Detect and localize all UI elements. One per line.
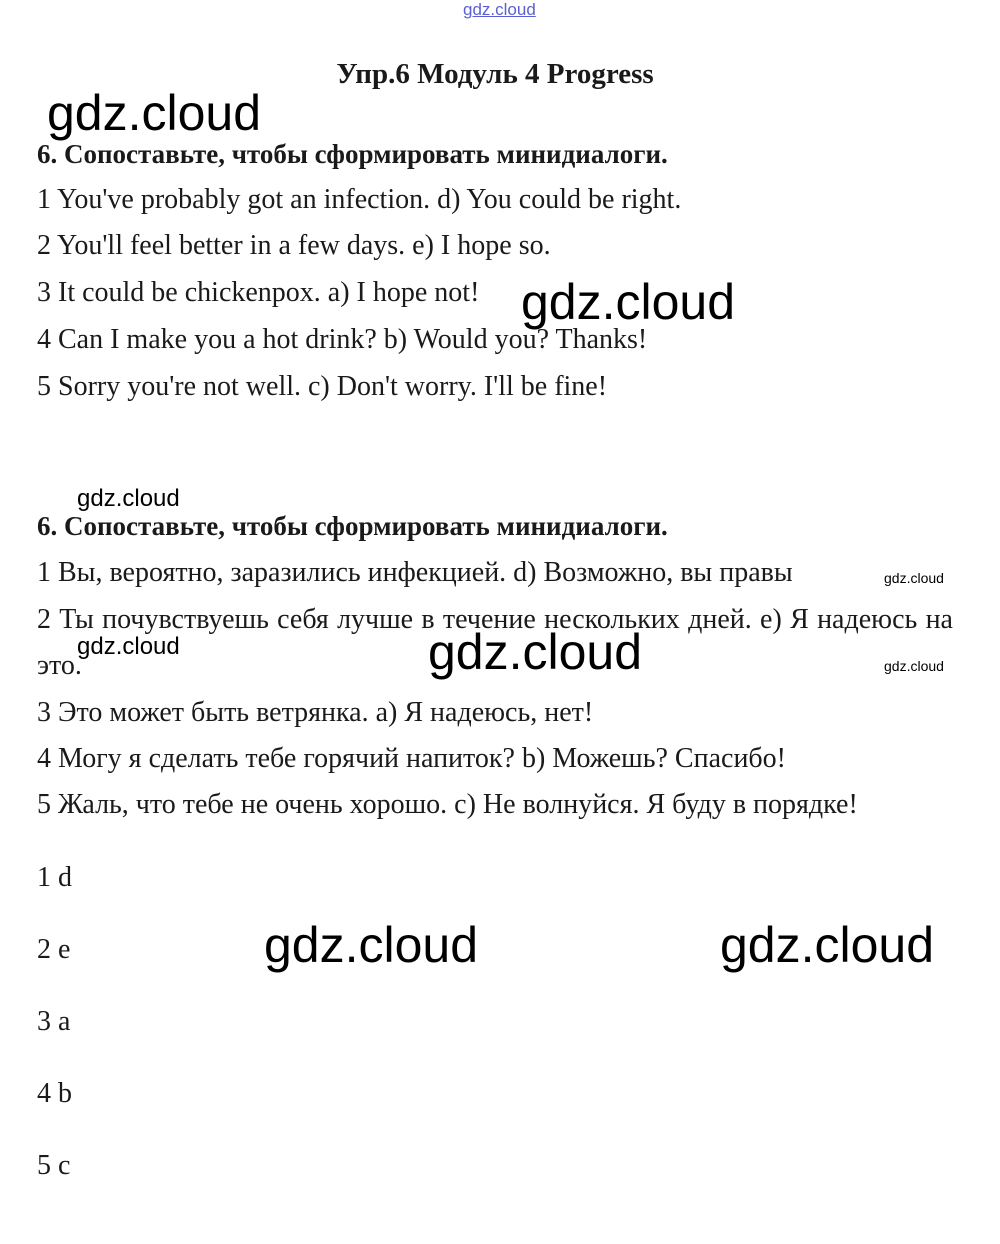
watermark-top-link[interactable]: gdz.cloud <box>463 0 536 19</box>
translation-line: 1 Вы, вероятно, заразились инфекцией. d) Возможно, вы правы <box>37 557 793 588</box>
translation-line: 4 Могу я сделать тебе горячий напиток? b) Можешь? Спасибо! <box>37 743 786 774</box>
answer-item: 5 c <box>37 1150 71 1181</box>
page-title: Упр.6 Модуль 4 Progress <box>336 58 654 90</box>
answer-item: 3 a <box>37 1006 71 1037</box>
answer-item: 2 e <box>37 934 71 965</box>
exercise-heading-english: 6. Сопоставьте, чтобы сформировать минидиалоги. <box>37 139 668 169</box>
dialogue-line: 4 Can I make you a hot drink? b) Would you? Thanks! <box>37 324 648 355</box>
watermark-small: gdz.cloud <box>77 485 180 512</box>
watermark-tiny: gdz.cloud <box>884 658 944 674</box>
answer-item: 4 b <box>37 1078 72 1109</box>
translation-line: 5 Жаль, что тебе не очень хорошо. c) Не волнуйся. Я буду в порядке! <box>37 789 858 820</box>
dialogue-line: 3 It could be chickenpox. a) I hope not! <box>37 277 480 308</box>
dialogue-line: 5 Sorry you're not well. c) Don't worry. I'll be fine! <box>37 371 608 402</box>
watermark-large: gdz.cloud <box>47 85 262 141</box>
watermark-large: gdz.cloud <box>264 917 479 973</box>
dialogue-line: 1 You've probably got an infection. d) You could be right. <box>37 184 682 215</box>
watermark-large: gdz.cloud <box>428 624 643 680</box>
watermark-small: gdz.cloud <box>77 633 180 660</box>
watermark-tiny: gdz.cloud <box>884 570 944 586</box>
watermark-large: gdz.cloud <box>720 917 935 973</box>
watermark-large: gdz.cloud <box>521 274 736 330</box>
exercise-heading-russian: 6. Сопоставьте, чтобы сформировать минидиалоги. <box>37 511 668 541</box>
translation-line: 3 Это может быть ветрянка. a) Я надеюсь, нет! <box>37 697 594 728</box>
translation-line: 2 Ты почувствуешь себя лучше в течение нескольких дней. e) Я надеюсь на это. <box>37 604 953 681</box>
answer-item: 1 d <box>37 862 72 893</box>
dialogue-line: 2 You'll feel better in a few days. e) I hope so. <box>37 230 551 261</box>
